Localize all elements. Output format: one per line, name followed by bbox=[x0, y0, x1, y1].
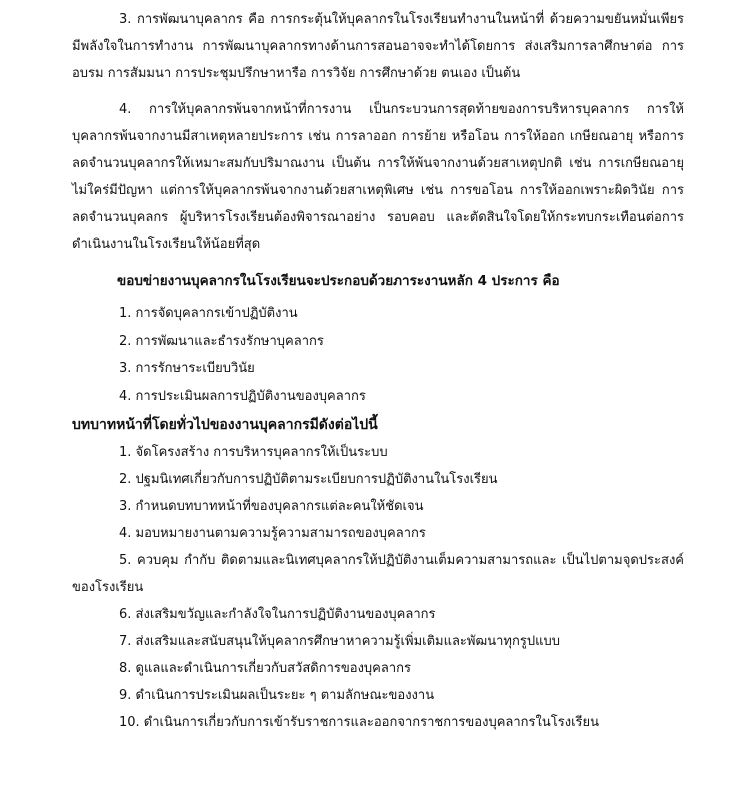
list-item: 6. ส่งเสริมขวัญและกำลังใจในการปฏิบัติงานของบุคลากร bbox=[119, 607, 436, 622]
list-item: 1. จัดโครงสร้าง การบริหารบุคลากรให้เป็นระบบ bbox=[119, 445, 388, 460]
list-item: 4. มอบหมายงานตามความรู้ความสามารถของบุคลากร bbox=[119, 526, 426, 541]
core-tasks-list bbox=[72, 300, 684, 410]
scope-heading: ขอบข่ายงานบุคลากรในโรงเรียนจะประกอบด้วยภาระงานหลัก 4 ประการ คือ bbox=[117, 273, 560, 289]
document-page bbox=[72, 6, 684, 736]
list-item: 8. ดูแลและดำเนินการเกี่ยวกับสวัสดิการของบุคลากร bbox=[119, 661, 411, 676]
duties-list bbox=[72, 439, 684, 736]
duties-heading: บทบาทหน้าที่โดยทั่วไปของงานบุคลากรมีดังต่อไปนี้ bbox=[72, 417, 378, 433]
list-item: 7. ส่งเสริมและสนับสนุนให้บุคลากรศึกษาหาความรู้เพิ่มเติมและพัฒนาทุกรูปแบบ bbox=[119, 634, 560, 649]
list-item: 4. การประเมินผลการปฏิบัติงานของบุคลากร bbox=[119, 388, 366, 404]
list-item: 10. ดำเนินการเกี่ยวกับการเข้ารับราชการและออกจากราชการของบุคลากรในโรงเรียน bbox=[119, 715, 599, 730]
list-item: 9. ดำเนินการประเมินผลเป็นระยะ ๆ ตามลักษณะของงาน bbox=[119, 688, 435, 703]
list-item: 3. กำหนดบทบาทหน้าที่ของบุคลากรแต่ละคนให้ชัดเจน bbox=[119, 499, 424, 514]
list-item: 1. การจัดบุคลากรเข้าปฏิบัติงาน bbox=[119, 306, 298, 321]
list-item: 5. ควบคุม กำกับ ติดตามและนิเทศบุคลากรให้ปฏิบัติงานเต็มความสามารถและ เป็นไปตามจุดประสงค์ของโรงเรียน bbox=[72, 553, 684, 595]
list-item: 2. การพัฒนาและธำรงรักษาบุคลากร bbox=[119, 333, 324, 349]
paragraph-personnel-separation: 4. การให้บุคลากรพ้นจากหน้าที่การงาน เป็นกระบวนการสุดท้ายของการบริหารบุคลากร การให้บุคลากรพ้นจากงานมีสาเหตุหลายประการ เช่น การลาออก การย้าย หรือโอน การให้ออก เกษียณอายุ หรือการลดจำนวนบุคลากรให้เหมาะสมกับปริมาณงาน เป็นต้น การให้พ้นจากงานด้วยสาเหตุปกติ เช่น การเกษียณอายุไม่ใคร่มีปัญหา แต่การให้บุคลากรพ้นจากงานด้วยสาเหตุพิเศษ เช่น การขอโอน การให้ออกเพราะผิดวินัย การลดจำนวนบุคลกร ผู้บริหารโรงเรียนต้องพิจารณาอย่าง รอบคอบ และตัดสินใจโดยให้กระทบกระเทือนต่อการดำเนินงานในโรงเรียนให้น้อยที่สุด bbox=[72, 102, 684, 252]
list-item: 3. การรักษาระเบียบวินัย bbox=[119, 361, 255, 376]
list-item: 2. ปฐมนิเทศเกี่ยวกับการปฏิบัติตามระเบียบการปฏิบัติงานในโรงเรียน bbox=[119, 472, 498, 487]
paragraph-personnel-development: 3. การพัฒนาบุคลากร คือ การกระตุ้นให้บุคลากรในโรงเรียนทำงานในหน้าที่ ด้วยความขยันหมั่นเพียรมีพลังใจในการทำงาน การพัฒนาบุคลากรทางด้านการสอนอาจจะทำได้โดยการ ส่งเสริมการลาศึกษาต่อ การอบรม การสัมมนา การประชุมปรึกษาหารือ การวิจัย การศึกษาด้วย ตนเอง เป็นต้น bbox=[72, 12, 684, 81]
